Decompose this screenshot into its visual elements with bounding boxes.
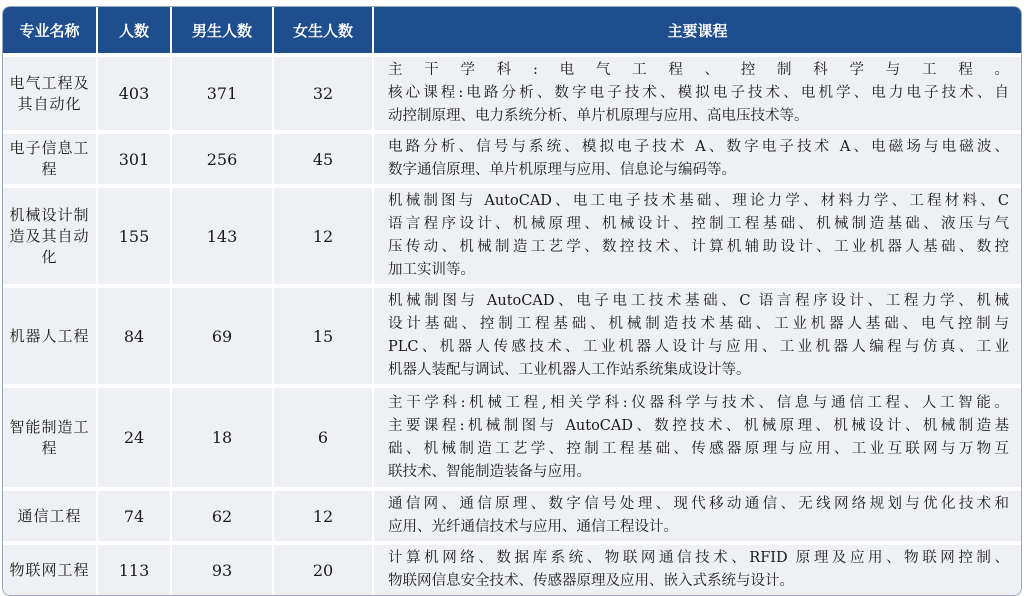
male-count-cell: 18: [171, 386, 273, 489]
male-count-cell: 371: [171, 55, 273, 132]
header-courses: 主要课程: [373, 7, 1021, 55]
male-count-cell: 143: [171, 186, 273, 286]
major-name-cell: 电气工程及其自动化: [3, 55, 97, 132]
course-line: 动控制原理、电力系统分析、单片机原理与应用、高电压技术等。: [388, 108, 809, 124]
female-count-cell: 45: [273, 132, 373, 186]
female-count-cell: 20: [273, 543, 373, 595]
total-count-cell: 301: [97, 132, 171, 186]
courses-cell: [373, 286, 1021, 386]
courses-cell: [373, 543, 1021, 595]
course-line: 机械制图与 AutoCAD、电工电子技术基础、理论力学、材料力学、工程材料、C: [388, 193, 1009, 209]
major-name-cell: 机械设计制造及其自动化: [3, 186, 97, 286]
female-count-cell: 32: [273, 55, 373, 132]
course-line: 加工实训等。: [388, 262, 475, 278]
header-female: 女生人数: [273, 7, 373, 55]
total-count-cell: 403: [97, 55, 171, 132]
table-row: [3, 489, 1021, 543]
total-count-cell: 84: [97, 286, 171, 386]
male-count-cell: 256: [171, 132, 273, 186]
major-name-cell: 电子信息工程: [3, 132, 97, 186]
course-line: 压传动、机械制造工艺学、数控技术、计算机辅助设计、工业机器人基础、数控: [388, 239, 1009, 255]
table-row: [3, 55, 1021, 132]
course-line: 主干学科:电气工程、控制科学与工程。: [388, 62, 1009, 78]
course-line: 联技术、智能制造装备与应用。: [388, 463, 591, 480]
courses-cell: [373, 386, 1021, 489]
course-line: 机器人装配与调试、工业机器人工作站系统集成设计等。: [388, 362, 751, 378]
total-count-cell: 24: [97, 386, 171, 489]
course-line: 物联网信息安全技术、传感器原理及应用、嵌入式系统与设计。: [388, 573, 794, 589]
course-line: PLC、机器人传感技术、工业机器人设计与应用、工业机器人编程与仿真、工业: [388, 339, 1009, 355]
table-header: [3, 7, 1021, 55]
table-row: [3, 543, 1021, 595]
total-count-cell: 155: [97, 186, 171, 286]
total-count-cell: 113: [97, 543, 171, 595]
major-name-cell: 智能制造工程: [3, 386, 97, 489]
table-row: [3, 386, 1021, 489]
header-major: 专业名称: [3, 7, 97, 55]
course-line: 电路分析、信号与系统、模拟电子技术 A、数字电子技术 A、电磁场与电磁波、: [388, 139, 1009, 155]
course-line: 数字通信原理、单片机原理与应用、信息论与编码等。: [388, 162, 736, 178]
header-male: 男生人数: [171, 7, 273, 55]
female-count-cell: 12: [273, 186, 373, 286]
major-name-cell: 物联网工程: [3, 543, 97, 595]
course-line: 主干学科:机械工程,相关学科:仪器科学与技术、信息与通信工程、人工智能。: [388, 394, 1009, 411]
course-line: 设计基础、控制工程基础、机械制造技术基础、工业机器人基础、电气控制与: [388, 316, 1009, 332]
major-name-cell: 通信工程: [3, 489, 97, 543]
course-line: 计算机网络、数据库系统、物联网通信技术、RFID 原理及应用、物联网控制、: [388, 550, 1009, 566]
course-line: 语言程序设计、机械原理、机械设计、控制工程基础、机械制造基础、液压与气: [388, 216, 1009, 232]
total-count-cell: 74: [97, 489, 171, 543]
male-count-cell: 69: [171, 286, 273, 386]
table-body: [3, 55, 1021, 595]
course-line: 础、机械制造工艺学、控制工程基础、传感器原理与应用、工业互联网与万物互: [388, 440, 1009, 457]
courses-cell: [373, 55, 1021, 132]
table-row: [3, 186, 1021, 286]
female-count-cell: 6: [273, 386, 373, 489]
female-count-cell: 12: [273, 489, 373, 543]
majors-table: [3, 7, 1021, 595]
course-line: 通信网、通信原理、数字信号处理、现代移动通信、无线网络规划与优化技术和: [388, 496, 1009, 512]
courses-cell: [373, 186, 1021, 286]
majors-table-container: [2, 6, 1022, 596]
table-row: [3, 132, 1021, 186]
course-line: 主要课程:机械制图与 AutoCAD、数控技术、机械原理、机械设计、机械制造基: [388, 417, 1009, 434]
table-row: [3, 286, 1021, 386]
course-line: 机械制图与 AutoCAD、电子电工技术基础、C 语言程序设计、工程力学、机械: [388, 293, 1009, 309]
male-count-cell: 93: [171, 543, 273, 595]
courses-cell: [373, 489, 1021, 543]
header-total: 人数: [97, 7, 171, 55]
female-count-cell: 15: [273, 286, 373, 386]
major-name-cell: 机器人工程: [3, 286, 97, 386]
courses-cell: [373, 132, 1021, 186]
course-line: 核心课程:电路分析、数字电子技术、模拟电子技术、电机学、电力电子技术、自: [388, 85, 1009, 101]
course-line: 应用、光纤通信技术与应用、通信工程设计。: [388, 519, 678, 535]
male-count-cell: 62: [171, 489, 273, 543]
